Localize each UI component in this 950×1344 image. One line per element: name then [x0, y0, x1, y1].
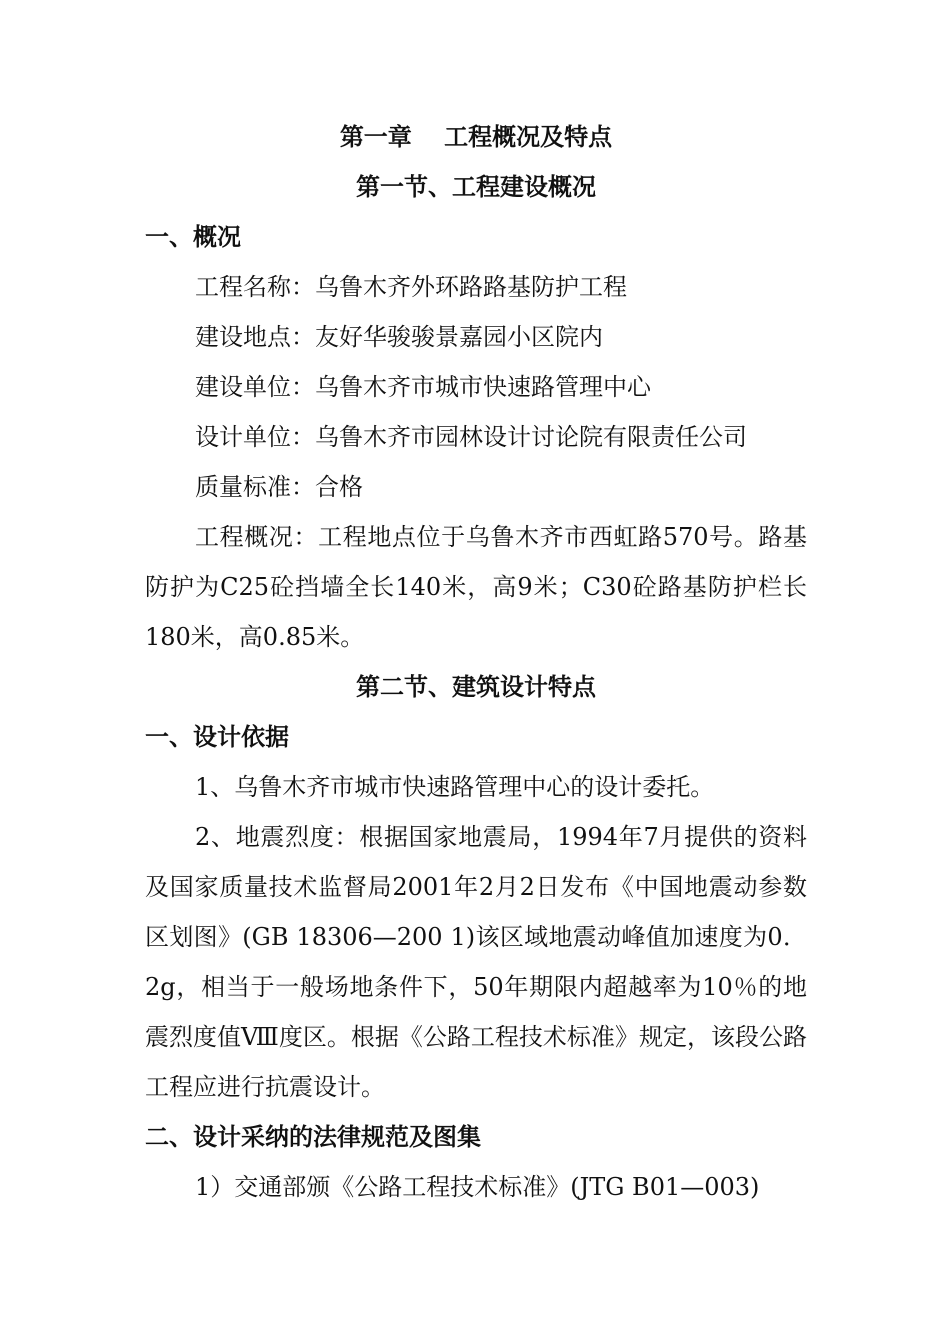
design-basis-item-2: 2、地震烈度：根据国家地震局，1994年7月提供的资料及国家质量技术监督局2001年2月2日发布《中国地震动参数区划图》(GB 18306—200 1)该区域地震动峰值加速度为0．2g，相当于一般场地条件下，50年期限内超越率为10％的地震烈度值Ⅷ度区。根据《公路工程技术标准》规定，该段公路工程应进行抗震设计。 — [145, 823, 807, 1101]
overview-paragraph: 工程概况：工程地点位于乌鲁木齐市西虹路570号。路基防护为C25砼挡墙全长140米，高9米；C30砼路基防护栏长180米，高0.85米。 — [145, 523, 807, 651]
subheading-design-basis: 一、设计依据 — [145, 722, 289, 751]
field-owner: 建设单位：乌鲁木齐市城市快速路管理中心 — [195, 373, 651, 401]
document-body — [145, 112, 807, 1212]
subheading-overview: 一、概况 — [145, 222, 241, 251]
subheading-standards: 二、设计采纳的法律规范及图集 — [145, 1122, 481, 1151]
standard-item-1: 1）交通部颁《公路工程技术标准》(JTG B01—003) — [195, 1173, 760, 1201]
field-designer: 设计单位：乌鲁木齐市园林设计讨论院有限责任公司 — [195, 423, 747, 451]
section-title-1: 第一节、工程建设概况 — [356, 172, 596, 201]
field-quality: 质量标准：合格 — [195, 473, 363, 501]
design-basis-item-1: 1、乌鲁木齐市城市快速路管理中心的设计委托。 — [195, 773, 715, 801]
field-project-name: 工程名称：乌鲁木齐外环路路基防护工程 — [195, 273, 627, 301]
section-title-2: 第二节、建筑设计特点 — [356, 672, 596, 701]
field-location: 建设地点：友好华骏骏景嘉园小区院内 — [195, 323, 603, 351]
chapter-title: 第一章 工程概况及特点 — [339, 122, 613, 151]
